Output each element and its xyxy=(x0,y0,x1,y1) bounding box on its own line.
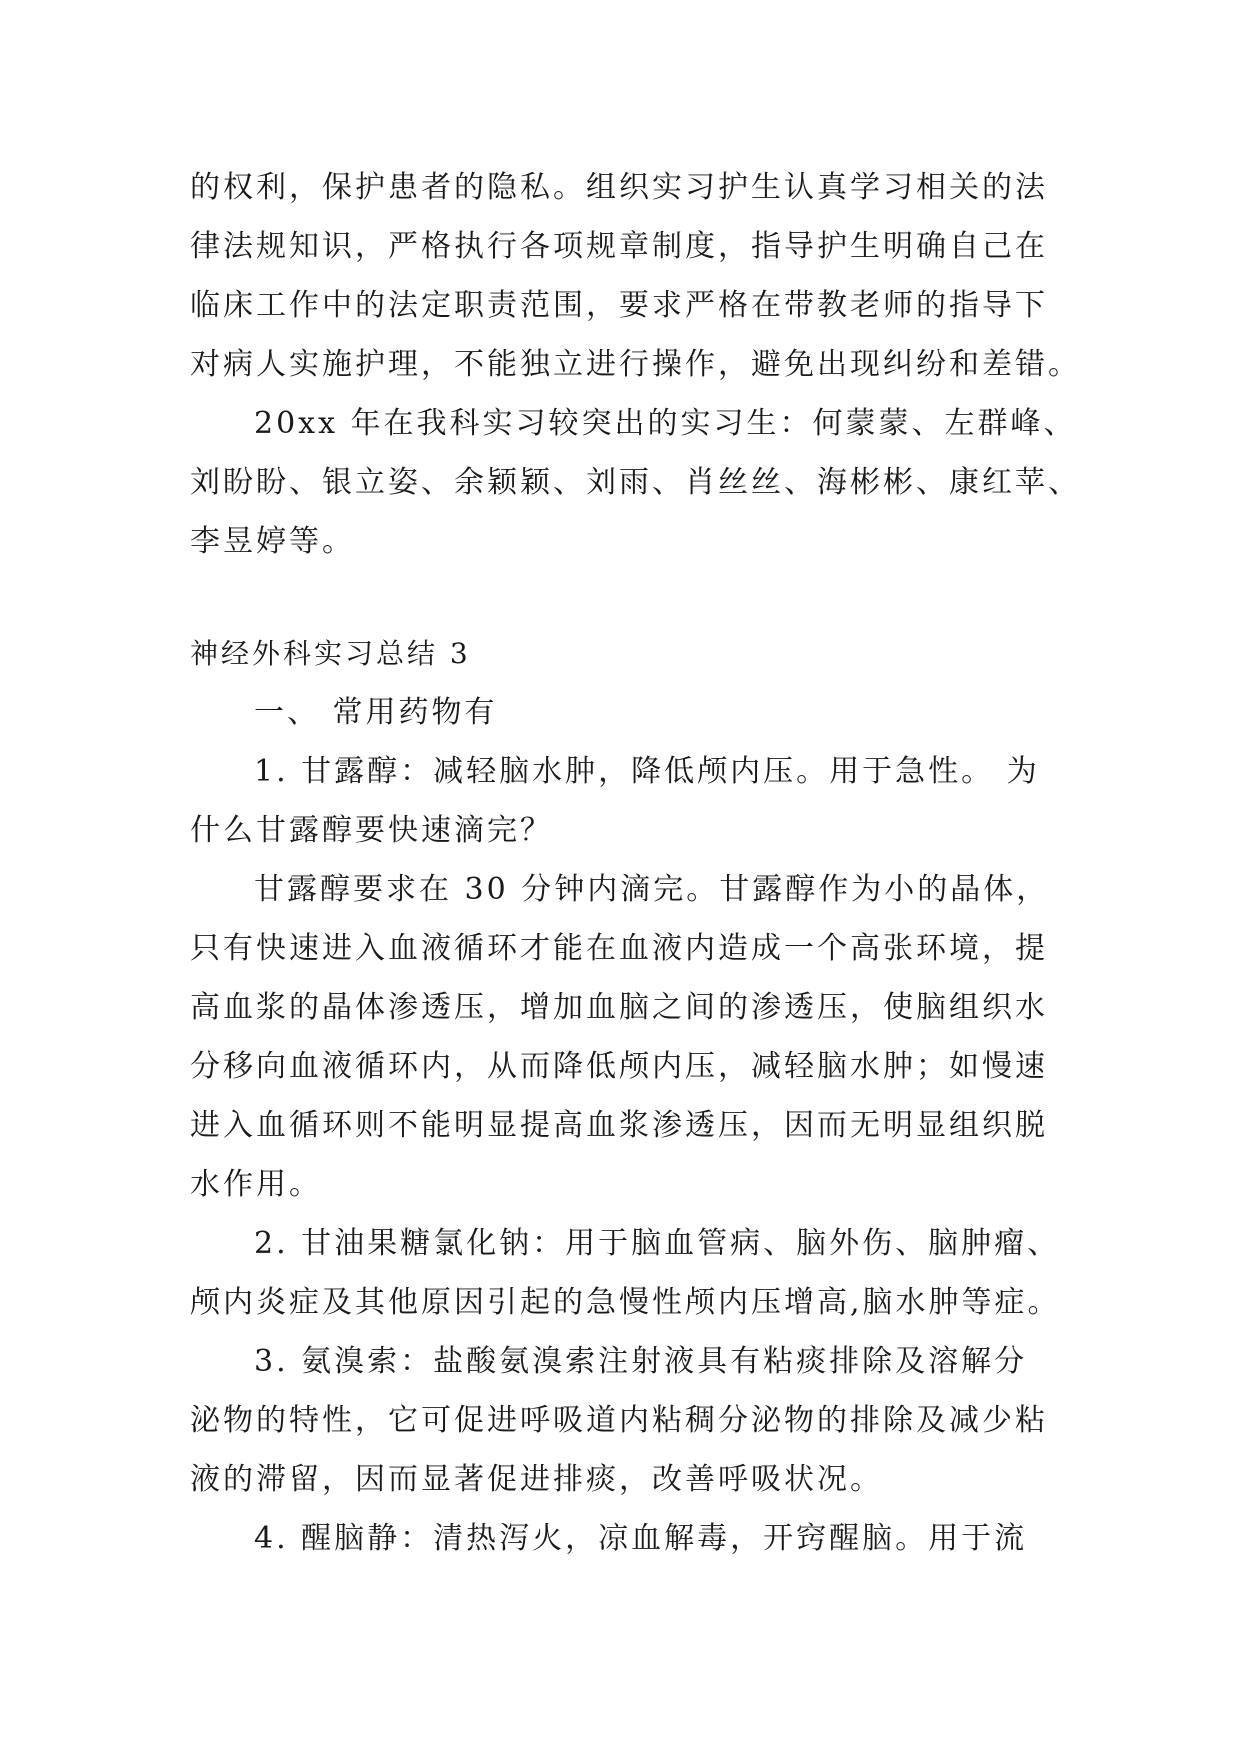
document-body xyxy=(190,158,1081,1568)
text-line: 2. 甘油果糖氯化钠：用于脑血管病、脑外伤、脑肿瘤、 xyxy=(254,1226,1061,1261)
paragraph-outstanding-interns xyxy=(190,394,1081,571)
text-line: 泌物的特性，它可促进呼吸道内粘稠分泌物的排除及减少粘 xyxy=(190,1403,1048,1438)
text-line: 临床工作中的法定职责范围，要求严格在带教老师的指导下 xyxy=(190,288,1048,323)
text-line: 3. 氨溴索：盐酸氨溴索注射液具有粘痰排除及溶解分 xyxy=(254,1344,1028,1379)
text-line: 进入血循环则不能明显提高血浆渗透压，因而无明显组织脱 xyxy=(190,1108,1048,1143)
text-line: 律法规知识，严格执行各项规章制度，指导护生明确自己在 xyxy=(190,229,1048,264)
text-line: 分移向血液循环内，从而降低颅内压，减轻脑水肿；如慢速 xyxy=(190,1049,1048,1084)
list-item-ambroxol xyxy=(190,1332,1050,1509)
text-line: 高血浆的晶体渗透压，增加血脑之间的渗透压，使脑组织水 xyxy=(190,990,1048,1025)
text-line: 4. 醒脑静：清热泻火，凉血解毒，开窍醒脑。用于流 xyxy=(254,1521,1028,1556)
text-line: 20xx 年在我科实习较突出的实习生：何蒙蒙、左群峰、 xyxy=(254,406,1077,441)
section-spacer xyxy=(190,571,1050,624)
list-item-glycerol-fructose xyxy=(190,1214,1061,1332)
list-item-mannitol xyxy=(190,742,1050,860)
text-line: 什么甘露醇要快速滴完？ xyxy=(190,813,553,848)
section-heading: 一、 常用药物有 xyxy=(254,695,498,730)
section-title: 神经外科实习总结 3 xyxy=(190,637,471,670)
text-line: 只有快速进入血液循环才能在血液内造成一个高张环境，提 xyxy=(190,931,1048,966)
text-line: 液的滞留，因而显著促进排痰，改善呼吸状况。 xyxy=(190,1462,883,1497)
text-line: 刘盼盼、银立姿、余颖颖、刘雨、肖丝丝、海彬彬、康红苹、 xyxy=(190,465,1081,500)
paragraph-mannitol-answer xyxy=(190,860,1050,1214)
text-line: 颅内炎症及其他原因引起的急慢性颅内压增高,脑水肿等症。 xyxy=(190,1285,1061,1320)
text-line: 甘露醇要求在 30 分钟内滴完。甘露醇作为小的晶体， xyxy=(254,872,1050,907)
paragraph-rights-privacy xyxy=(190,158,1081,394)
text-line: 水作用。 xyxy=(190,1167,322,1202)
text-line: 1. 甘露醇：减轻脑水肿，降低颅内压。用于急性。 为 xyxy=(254,754,1040,789)
text-line: 的权利，保护患者的隐私。组织实习护生认真学习相关的法 xyxy=(190,170,1048,205)
text-line: 对病人实施护理，不能独立进行操作，避免出现纠纷和差错。 xyxy=(190,347,1081,382)
text-line: 李昱婷等。 xyxy=(190,524,355,559)
list-item-xingnaojing xyxy=(190,1509,1050,1568)
